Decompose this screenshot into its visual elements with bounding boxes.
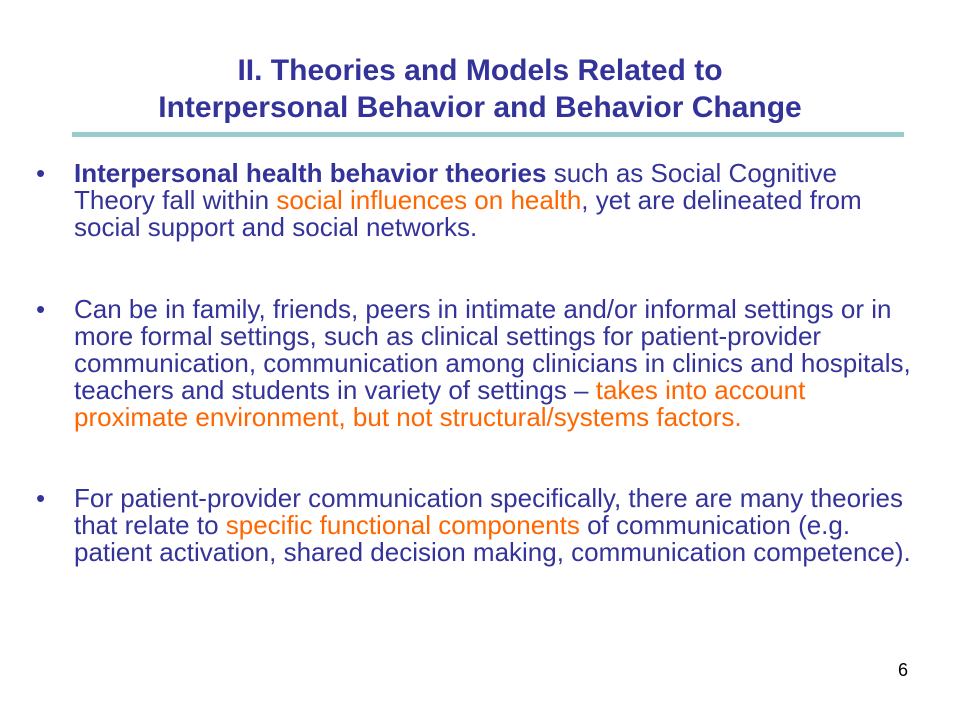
bullet-2-highlight: takes into account proximate environment, but not structural/systems factors. — [74, 375, 806, 432]
slide-title-line-1: II. Theories and Models Related to — [237, 54, 723, 87]
bullet-marker: • — [36, 294, 46, 324]
bullet-3-highlight: specific functional components — [225, 510, 580, 540]
slide-title — [40, 52, 920, 126]
bullet-marker: • — [36, 483, 46, 513]
bullet-1-text-b: , yet are delineated from social support and social networks. — [74, 185, 862, 242]
bullet-3-text-b: of communication (e.g. patient activation, shared decision making, communication competence). — [74, 510, 911, 567]
bullet-1-lead-bold: Interpersonal health behavior theories — [74, 158, 547, 188]
page-number: 6 — [897, 660, 908, 680]
bullet-item-3 — [32, 485, 922, 566]
bullet-1-highlight: social influences on health — [276, 185, 582, 215]
title-underline-rule — [72, 132, 904, 137]
bullet-marker: • — [36, 158, 46, 188]
bullet-list — [32, 160, 922, 566]
bullet-item-1 — [32, 160, 922, 241]
bullet-2-text-a: Can be in family, friends, peers in intimate and/or informal settings or in more formal settings, such as clinical settings for patient-provider communication, communication among clinicians in clinics and hospitals, teachers and students in variety of settings – — [74, 294, 911, 405]
bullet-3-text-a: For patient-provider communication specifically, there are many theories that relate to — [74, 483, 903, 540]
bullet-item-2 — [32, 296, 922, 431]
slide-title-line-2: Interpersonal Behavior and Behavior Change — [158, 91, 802, 124]
bullet-1-text-a: such as Social Cognitive Theory fall within — [74, 158, 837, 215]
